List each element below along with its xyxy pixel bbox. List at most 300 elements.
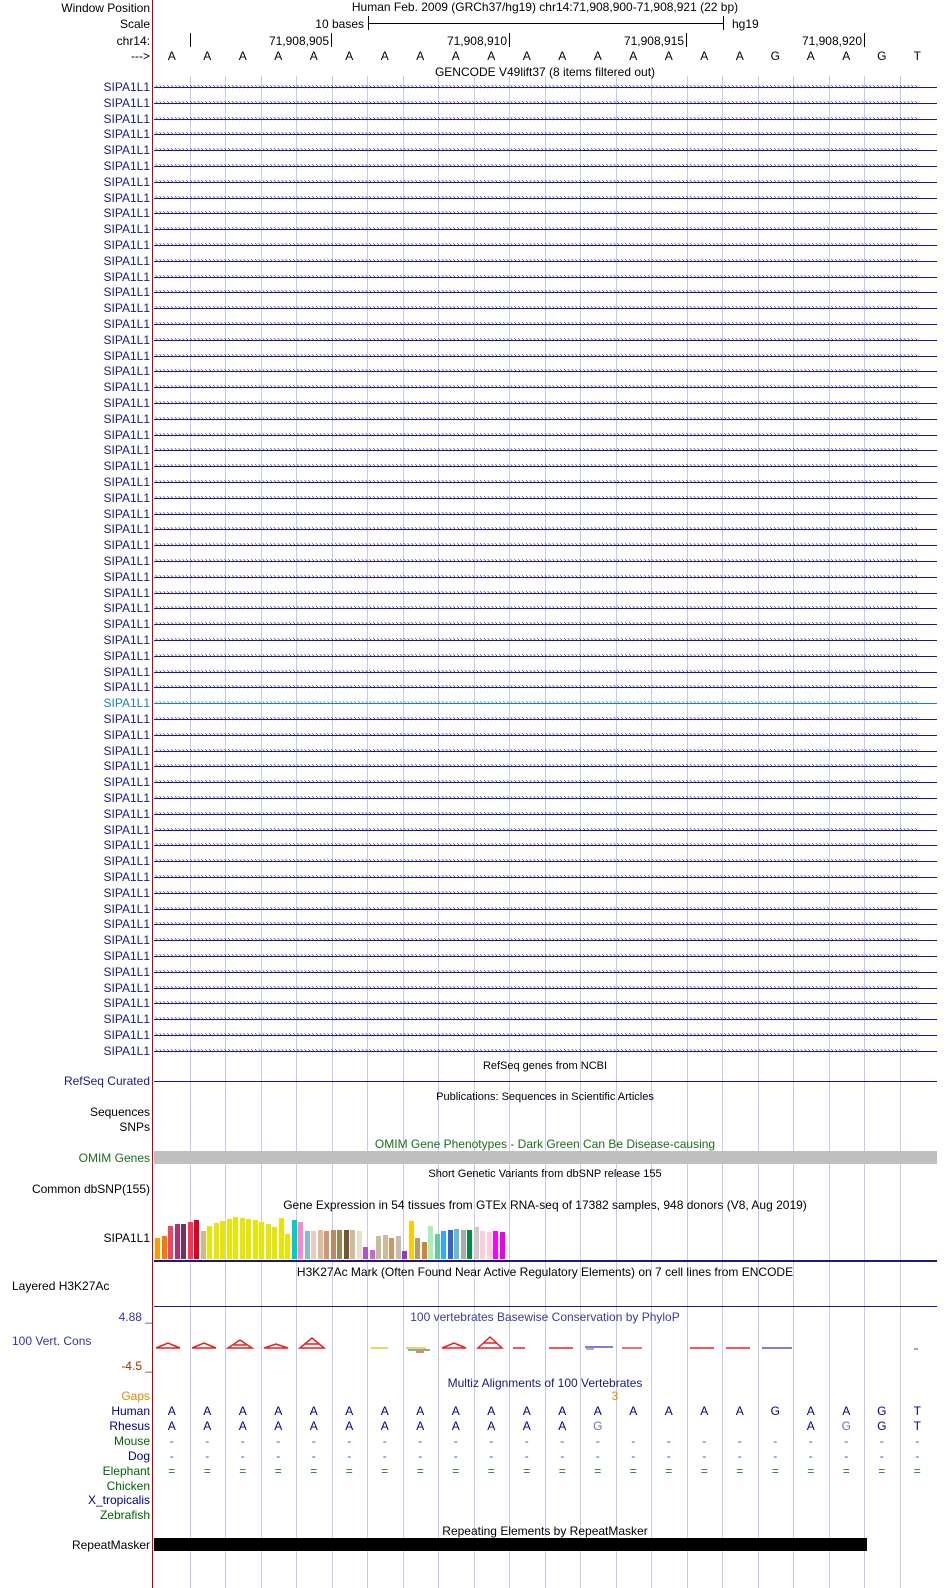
gtex-tissue-bar[interactable]	[181, 1224, 186, 1259]
gtex-tissue-bar[interactable]	[168, 1226, 173, 1259]
gencode-transcript-line[interactable]	[154, 366, 937, 376]
gtex-tissue-bar[interactable]	[253, 1220, 258, 1259]
base-letter: A	[664, 49, 673, 63]
multiz-base: -	[169, 1448, 174, 1463]
gtex-tissue-bar[interactable]	[480, 1231, 485, 1259]
gencode-transcript-label[interactable]: SIPA1L1	[103, 949, 150, 963]
strand-arrows: ››››››››››››››››››››››››››››››››››››››››››››››››››››››››››››››››››››››››››››››››››››››››››››››››››››››››››››››››››››››››››››››››››››››››››››››››››››››››››››››››››››››››››››››››››››››››››››››››››››››››	[154, 635, 918, 644]
gencode-transcript-line[interactable]	[154, 556, 937, 565]
gencode-transcript-line[interactable]	[154, 97, 937, 107]
multiz-base: =	[771, 1463, 779, 1478]
multiz-base: =	[913, 1463, 921, 1478]
gencode-transcript-label[interactable]: SIPA1L1	[103, 490, 150, 505]
multiz-base: =	[203, 1463, 211, 1478]
gencode-transcript-label[interactable]: SIPA1L1	[103, 364, 150, 379]
gaps-label: Gaps	[121, 1389, 150, 1403]
gencode-transcript-line[interactable]	[154, 271, 937, 281]
strand-arrows: ››››››››››››››››››››››››››››››››››››››››››››››››››››››››››››››››››››››››››››››››››››››››››››››››››››››››››››››››››››››››››››››››››››››››››››››››››››››››››››››››››››››››››››››››››››››››››››››››››››››››	[154, 413, 918, 423]
multiz-base: =	[736, 1463, 744, 1478]
strand-arrows: ››››››››››››››››››››››››››››››››››››››››››››››››››››››››››››››››››››››››››››››››››››››››››››››››››››››››››››››››››››››››››››››››››››››››››››››››››››››››››››››››››››››››››››››››››››››››››››››››››››››››	[154, 240, 918, 249]
gap-count: 3	[611, 1389, 619, 1403]
repeatmasker-element-bar[interactable]	[154, 1538, 867, 1551]
multiz-base: A	[593, 1404, 602, 1418]
gencode-transcript-line[interactable]	[154, 445, 937, 455]
gencode-transcript-line[interactable]	[154, 777, 937, 787]
gtex-tissue-bar[interactable]	[383, 1235, 388, 1259]
gencode-transcript-line[interactable]	[154, 413, 937, 423]
strand-arrows: ››››››››››››››››››››››››››››››››››››››››››››››››››››››››››››››››››››››››››››››››››››››››››››››››››››››››››››››››››››››››››››››››››››››››››››››››››››››››››››››››››››››››››››››››››››››››››››››››››››››››	[154, 587, 918, 597]
gtex-tissue-bar[interactable]	[311, 1231, 316, 1259]
gtex-tissue-bar[interactable]	[363, 1247, 368, 1259]
multiz-base: A	[806, 1418, 815, 1433]
gencode-transcript-line[interactable]	[154, 793, 937, 802]
gtex-tissue-bar[interactable]	[324, 1231, 329, 1259]
dbsnp-track-label[interactable]: Common dbSNP(155)	[31, 1182, 150, 1196]
gencode-transcript-label[interactable]: SIPA1L1	[103, 806, 150, 821]
gencode-transcript-line[interactable]	[154, 587, 937, 597]
gencode-transcript-label[interactable]: SIPA1L1	[103, 222, 150, 237]
gencode-transcript-label[interactable]: SIPA1L1	[103, 854, 150, 869]
multiz-base: -	[631, 1433, 636, 1448]
assembly-label: hg19	[732, 17, 759, 31]
strand-arrows: ››››››››››››››››››››››››››››››››››››››››››››››››››››››››››››››››››››››››››››››››››››››››››››››››››››››››››››››››››››››››››››››››››››››››››››››››››››››››››››››››››››››››››››››››››››››››››››››››››››››››	[154, 808, 918, 818]
gencode-transcript-line[interactable]	[154, 635, 937, 644]
gencode-transcript-label[interactable]: SIPA1L1	[103, 727, 150, 742]
gencode-transcript-label[interactable]: SIPA1L1	[103, 506, 150, 521]
gencode-transcript-line[interactable]	[154, 935, 937, 945]
gencode-transcript-line[interactable]	[154, 887, 937, 897]
gencode-transcript-label[interactable]: SIPA1L1	[103, 348, 150, 363]
multiz-base: A	[309, 1418, 318, 1433]
gencode-transcript-label[interactable]: SIPA1L1	[103, 696, 150, 711]
multiz-base: A	[522, 1404, 531, 1418]
strand-arrows: ››››››››››››››››››››››››››››››››››››››››››››››››››››››››››››››››››››››››››››››››››››››››››››››››››››››››››››››››››››››››››››››››››››››››››››››››››››››››››››››››››››››››››››››››››››››››››››››››››››››››	[154, 145, 918, 155]
multiz-base: -	[666, 1433, 671, 1448]
gencode-transcript-line[interactable]	[154, 840, 937, 850]
gencode-transcript-label[interactable]: SIPA1L1	[103, 380, 150, 395]
gtex-tissue-bar[interactable]	[233, 1217, 238, 1259]
ruler-tick-label: 71,908,905	[268, 34, 329, 48]
multiz-base: A	[238, 1418, 247, 1433]
gencode-transcript-label[interactable]: SIPA1L1	[103, 238, 150, 252]
gencode-transcript-label[interactable]: SIPA1L1	[103, 475, 150, 489]
multiz-base: =	[381, 1463, 389, 1478]
gencode-transcript-line[interactable]	[154, 508, 937, 518]
gtex-baseline	[154, 1260, 937, 1262]
gencode-transcript-line[interactable]	[154, 698, 937, 708]
gtex-tissue-bar[interactable]	[285, 1234, 290, 1259]
ruler-tick-mark	[509, 33, 510, 47]
gencode-transcript-line[interactable]	[154, 919, 937, 929]
multiz-species-label[interactable]: Dog	[127, 1448, 150, 1463]
multiz-base: -	[489, 1433, 494, 1448]
gtex-tissue-bar[interactable]	[402, 1251, 407, 1259]
gtex-tissue-bar[interactable]	[220, 1221, 225, 1259]
multiz-base: A	[416, 1418, 425, 1433]
gtex-tissue-bar[interactable]	[162, 1236, 167, 1259]
multiz-base: -	[879, 1448, 884, 1463]
refseq-gene-line[interactable]	[154, 1081, 937, 1082]
gtex-tissue-bar[interactable]	[448, 1230, 453, 1259]
gencode-transcript-line[interactable]	[154, 903, 937, 913]
refseq-track-title: RefSeq genes from NCBI	[482, 1060, 608, 1072]
strand-arrows: ››››››››››››››››››››››››››››››››››››››››››››››››››››››››››››››››››››››››››››››››››››››››››››››››››››››››››››››››››››››››››››››››››››››››››››››››››››››››››››››››››››››››››››››››››››››››››››››››››››››››	[154, 508, 918, 518]
gencode-transcript-line[interactable]	[154, 145, 937, 155]
gencode-transcript-label[interactable]: SIPA1L1	[103, 206, 150, 221]
gencode-transcript-label[interactable]: SIPA1L1	[103, 933, 150, 948]
gtex-tissue-bar[interactable]	[337, 1230, 342, 1259]
strand-arrows: ››››››››››››››››››››››››››››››››››››››››››››››››››››››››››››››››››››››››››››››››››››››››››››››››››››››››››››››››››››››››››››››››››››››››››››››››››››››››››››››››››››››››››››››››››››››››››››››››››››››››	[154, 872, 918, 881]
gencode-transcript-label[interactable]: SIPA1L1	[103, 332, 150, 347]
gencode-transcript-line[interactable]	[154, 240, 937, 249]
strand-arrows: ››››››››››››››››››››››››››››››››››››››››››››››››››››››››››››››››››››››››››››››››››››››››››››››››››››››››››››››››››››››››››››››››››››››››››››››››››››››››››››››››››››››››››››››››››››››››››››››››››››››››	[154, 224, 918, 234]
strand-arrows: ››››››››››››››››››››››››››››››››››››››››››››››››››››››››››››››››››››››››››››››››››››››››››››››››››››››››››››››››››››››››››››››››››››››››››››››››››››››››››››››››››››››››››››››››››››››››››››››››››››››››	[154, 477, 918, 486]
gencode-transcript-line[interactable]	[154, 224, 937, 234]
gencode-transcript-line[interactable]	[154, 540, 937, 550]
gencode-transcript-label[interactable]: SIPA1L1	[103, 190, 150, 205]
gtex-tissue-bar[interactable]	[350, 1230, 355, 1259]
gencode-transcript-label[interactable]: SIPA1L1	[103, 964, 150, 979]
gencode-transcript-line[interactable]	[154, 461, 937, 471]
gtex-tissue-bar[interactable]	[396, 1236, 401, 1259]
multiz-base: -	[560, 1433, 565, 1448]
multiz-base: =	[239, 1463, 247, 1478]
multiz-base: -	[489, 1448, 494, 1463]
strand-arrows: ››››››››››››››››››››››››››››››››››››››››››››››››››››››››››››››››››››››››››››››››››››››››››››››››››››››››››››››››››››››››››››››››››››››››››››››››››››››››››››››››››››››››››››››››››››››››››››››››››››››››	[154, 82, 918, 91]
gencode-transcript-label[interactable]: SIPA1L1	[103, 664, 150, 679]
gencode-transcript-label[interactable]: SIPA1L1	[103, 680, 150, 695]
multiz-species-label[interactable]: Mouse	[113, 1433, 150, 1448]
gtex-tissue-bar[interactable]	[305, 1231, 310, 1259]
gencode-transcript-line[interactable]	[154, 872, 937, 881]
strand-arrows: ››››››››››››››››››››››››››››››››››››››››››››››››››››››››››››››››››››››››››››››››››››››››››››››››››››››››››››››››››››››››››››››››››››››››››››››››››››››››››››››››››››››››››››››››››››››››››››››››››››››››	[154, 524, 918, 534]
strand-arrows: ››››››››››››››››››››››››››››››››››››››››››››››››››››››››››››››››››››››››››››››››››››››››››››››››››››››››››››››››››››››››››››››››››››››››››››››››››››››››››››››››››››››››››››››››››››››››››››››››››››››››	[154, 461, 918, 471]
gencode-transcript-label[interactable]: SIPA1L1	[103, 411, 150, 426]
gencode-transcript-label[interactable]: SIPA1L1	[103, 1043, 150, 1058]
strand-arrows: ››››››››››››››››››››››››››››››››››››››››››››››››››››››››››››››››››››››››››››››››››››››››››››››››››››››››››››››››››››››››››››››››››››››››››››››››››››››››››››››››››››››››››››››››››››››››››››››››››››››››	[154, 777, 918, 787]
gencode-transcript-label[interactable]: SIPA1L1	[103, 522, 150, 537]
gencode-transcript-label[interactable]: SIPA1L1	[103, 538, 150, 553]
multiz-base: -	[453, 1433, 458, 1448]
gencode-transcript-line[interactable]	[154, 856, 937, 866]
gtex-tissue-bar[interactable]	[266, 1224, 271, 1259]
gtex-tissue-bar[interactable]	[409, 1221, 414, 1259]
multiz-base: -	[276, 1448, 281, 1463]
gtex-tissue-bar[interactable]	[389, 1238, 394, 1259]
gencode-transcript-line[interactable]	[154, 429, 937, 439]
multiz-base: -	[773, 1433, 778, 1448]
gencode-transcript-label[interactable]: SIPA1L1	[103, 111, 150, 126]
gencode-transcript-label[interactable]: SIPA1L1	[103, 301, 150, 316]
gencode-transcript-line[interactable]	[154, 255, 937, 265]
gencode-transcript-line[interactable]	[154, 524, 937, 534]
gencode-transcript-label[interactable]: SIPA1L1	[103, 901, 150, 916]
strand-arrows: ››››››››››››››››››››››››››››››››››››››››››››››››››››››››››››››››››››››››››››››››››››››››››››››››››››››››››››››››››››››››››››››››››››››››››››››››››››››››››››››››››››››››››››››››››››››››››››››››››››››››	[154, 903, 918, 913]
gencode-transcript-line[interactable]	[154, 729, 937, 739]
gencode-transcript-line[interactable]	[154, 129, 937, 139]
gencode-transcript-label[interactable]: SIPA1L1	[103, 285, 150, 300]
multiz-species-label[interactable]: Rhesus	[109, 1418, 150, 1433]
gencode-transcript-label[interactable]: SIPA1L1	[103, 870, 150, 884]
gencode-transcript-line[interactable]	[154, 350, 937, 360]
multiz-base: A	[629, 1404, 638, 1418]
ruler-tick-mark	[331, 33, 332, 47]
gtex-tissue-bar[interactable]	[246, 1219, 251, 1259]
gencode-transcript-label[interactable]: SIPA1L1	[103, 1028, 150, 1042]
gencode-transcript-line[interactable]	[154, 192, 937, 202]
gencode-transcript-line[interactable]	[154, 1030, 937, 1039]
multiz-species-label[interactable]: Zebrafish	[99, 1508, 150, 1523]
phylop-wiggle-plot[interactable]	[154, 1326, 937, 1368]
gencode-transcript-label[interactable]: SIPA1L1	[103, 159, 150, 173]
gencode-transcript-label[interactable]: SIPA1L1	[103, 822, 150, 837]
strand-arrows: ››››››››››››››››››››››››››››››››››››››››››››››››››››››››››››››››››››››››››››››››››››››››››››››››››››››››››››››››››››››››››››››››››››››››››››››››››››››››››››››››››››››››››››››››››››››››››››››››››››››››	[154, 97, 918, 107]
multiz-base: =	[452, 1463, 460, 1478]
gtex-tissue-bar[interactable]	[441, 1231, 446, 1259]
strand-arrows: ››››››››››››››››››››››››››››››››››››››››››››››››››››››››››››››››››››››››››››››››››››››››››››››››››››››››››››››››››››››››››››››››››››››››››››››››››››››››››››››››››››››››››››››››››››››››››››››››››››››››	[154, 998, 918, 1008]
gencode-transcript-label[interactable]: SIPA1L1	[103, 791, 150, 805]
gencode-transcript-line[interactable]	[154, 824, 937, 834]
scale-bar-left-tick	[368, 16, 369, 30]
gencode-transcript-line[interactable]	[154, 982, 937, 992]
gencode-transcript-label[interactable]: SIPA1L1	[103, 459, 150, 474]
gtex-tissue-bar[interactable]	[461, 1230, 466, 1259]
gencode-transcript-line[interactable]	[154, 1045, 937, 1055]
h3k27ac-track-title: H3K27Ac Mark (Often Found Near Active Regulatory Elements) on 7 cell lines from ENCODE	[296, 1265, 794, 1279]
multiz-base: -	[737, 1448, 742, 1463]
gencode-transcript-line[interactable]	[154, 82, 937, 91]
gtex-tissue-bar[interactable]	[474, 1227, 479, 1259]
strand-arrows: ››››››››››››››››››››››››››››››››››››››››››››››››››››››››››››››››››››››››››››››››››››››››››››››››››››››››››››››››››››››››››››››››››››››››››››››››››››››››››››››››››››››››››››››››››››››››››››››››››››››››	[154, 571, 918, 581]
gtex-tissue-bar[interactable]	[487, 1232, 492, 1259]
gtex-tissue-bar[interactable]	[207, 1226, 212, 1259]
gencode-transcript-label[interactable]: SIPA1L1	[103, 712, 150, 726]
gencode-transcript-label[interactable]: SIPA1L1	[103, 554, 150, 568]
h3k27ac-baseline	[154, 1306, 937, 1307]
gencode-transcript-line[interactable]	[154, 951, 937, 960]
gencode-transcript-label[interactable]: SIPA1L1	[103, 443, 150, 458]
multiz-base: -	[631, 1448, 636, 1463]
gencode-transcript-line[interactable]	[154, 998, 937, 1008]
gtex-tissue-bar[interactable]	[500, 1232, 505, 1259]
gtex-tissue-bar[interactable]	[493, 1231, 498, 1259]
gtex-tissue-bar[interactable]	[214, 1223, 219, 1259]
gencode-transcript-label[interactable]: SIPA1L1	[103, 617, 150, 632]
gencode-transcript-label[interactable]: SIPA1L1	[103, 80, 150, 94]
multiz-base: A	[167, 1404, 176, 1418]
gencode-transcript-label[interactable]: SIPA1L1	[103, 127, 150, 142]
gtex-tissue-bar[interactable]	[318, 1230, 323, 1259]
omim-track-label[interactable]: OMIM Genes	[78, 1151, 150, 1165]
gtex-tissue-bar[interactable]	[454, 1229, 459, 1259]
gtex-tissue-bar[interactable]	[272, 1227, 277, 1259]
gencode-transcript-line[interactable]	[154, 176, 937, 186]
multiz-species-label[interactable]: Elephant	[102, 1463, 150, 1478]
multiz-base: -	[205, 1448, 210, 1463]
gencode-transcript-line[interactable]	[154, 1014, 937, 1024]
base-letter: A	[274, 49, 283, 63]
gtex-tissue-bar[interactable]	[435, 1234, 440, 1259]
multiz-base: A	[203, 1404, 212, 1418]
strand-arrows: ››››››››››››››››››››››››››››››››››››››››››››››››››››››››››››››››››››››››››››››››››››››››››››››››››››››››››››››››››››››››››››››››››››››››››››››››››››››››››››››››››››››››››››››››››››››››››››››››››››››››	[154, 666, 918, 676]
gtex-tissue-bar[interactable]	[279, 1218, 284, 1259]
gencode-transcript-label[interactable]: SIPA1L1	[103, 1012, 150, 1027]
gencode-transcript-line[interactable]	[154, 761, 937, 771]
multiz-base: G	[593, 1418, 603, 1433]
gencode-transcript-label[interactable]: SIPA1L1	[103, 317, 150, 331]
multiz-base: A	[487, 1404, 496, 1418]
multiz-base: -	[347, 1433, 352, 1448]
multiz-base: A	[309, 1404, 318, 1418]
refseq-track-label[interactable]: RefSeq Curated	[63, 1074, 150, 1088]
h3k27ac-track-label[interactable]: Layered H3K27Ac	[12, 1279, 110, 1293]
multiz-base: -	[382, 1448, 387, 1463]
gencode-transcript-line[interactable]	[154, 492, 937, 502]
gtex-tissue-bar[interactable]	[227, 1219, 232, 1259]
gencode-transcript-label[interactable]: SIPA1L1	[103, 648, 150, 663]
gencode-transcript-label[interactable]: SIPA1L1	[103, 601, 150, 616]
ruler-tick-label: 71,908,920	[801, 34, 862, 48]
gtex-tissue-bar[interactable]	[331, 1230, 336, 1259]
gencode-transcript-label[interactable]: SIPA1L1	[103, 143, 150, 158]
gencode-transcript-label[interactable]: SIPA1L1	[103, 174, 150, 189]
gencode-transcript-label[interactable]: SIPA1L1	[103, 917, 150, 932]
gencode-transcript-label[interactable]: SIPA1L1	[103, 980, 150, 995]
scale-label: Scale	[119, 17, 150, 31]
multiz-base: -	[240, 1448, 245, 1463]
strand-arrows: ››››››››››››››››››››››››››››››››››››››››››››››››››››››››››››››››››››››››››››››››››››››››››››››››››››››››››››››››››››››››››››››››››››››››››››››››››››››››››››››››››››››››››››››››››››››››››››››››››››››››	[154, 208, 918, 218]
track-label-divider	[152, 0, 153, 1588]
base-letter: A	[345, 49, 354, 63]
gtex-tissue-bar[interactable]	[428, 1226, 433, 1259]
strand-arrows: ››››››››››››››››››››››››››››››››››››››››››››››››››››››››››››››››››››››››››››››››››››››››››››››››››››››››››››››››››››››››››››››››››››››››››››››››››››››››››››››››››››››››››››››››››››››››››››››››››››››››	[154, 492, 918, 502]
gencode-transcript-line[interactable]	[154, 619, 937, 629]
gencode-transcript-line[interactable]	[154, 714, 937, 723]
gencode-transcript-line[interactable]	[154, 382, 937, 392]
omim-gene-bar[interactable]	[154, 1151, 937, 1164]
gencode-transcript-line[interactable]	[154, 398, 937, 407]
gtex-tissue-bar[interactable]	[298, 1222, 303, 1259]
gencode-transcript-line[interactable]	[154, 966, 937, 976]
base-letter: A	[203, 49, 212, 63]
multiz-species-label[interactable]: X_tropicalis	[87, 1493, 150, 1508]
multiz-base: -	[311, 1433, 316, 1448]
gencode-transcript-line[interactable]	[154, 650, 937, 660]
gencode-transcript-line[interactable]	[154, 334, 937, 344]
gtex-tissue-bar[interactable]	[376, 1236, 381, 1259]
gtex-tissue-bar[interactable]	[370, 1250, 375, 1259]
gencode-transcript-label[interactable]: SIPA1L1	[103, 743, 150, 758]
omim-track-title: OMIM Gene Phenotypes - Dark Green Can Be Disease-causing	[374, 1137, 716, 1151]
gencode-transcript-line[interactable]	[154, 208, 937, 218]
gencode-transcript-line[interactable]	[154, 113, 937, 123]
gencode-transcript-line[interactable]	[154, 319, 937, 328]
gencode-transcript-line[interactable]	[154, 603, 937, 613]
multiz-base: -	[276, 1433, 281, 1448]
gencode-transcript-label[interactable]: SIPA1L1	[103, 427, 150, 442]
gtex-tissue-bar[interactable]	[344, 1230, 349, 1259]
phylop-track-label[interactable]: 100 Vert. Cons	[12, 1334, 92, 1348]
gencode-transcript-line[interactable]	[154, 477, 937, 486]
gencode-transcript-label[interactable]: SIPA1L1	[103, 885, 150, 900]
gencode-transcript-label[interactable]: SIPA1L1	[103, 585, 150, 600]
gencode-transcript-line[interactable]	[154, 666, 937, 676]
multiz-base: =	[416, 1463, 424, 1478]
strand-arrows: ››››››››››››››››››››››››››››››››››››››››››››››››››››››››››››››››››››››››››››››››››››››››››››››››››››››››››››››››››››››››››››››››››››››››››››››››››››››››››››››››››››››››››››››››››››››››››››››››››››››››	[154, 334, 918, 344]
publications-sequences-label[interactable]: Sequences	[89, 1105, 150, 1119]
repeatmasker-track-title: Repeating Elements by RepeatMasker	[442, 1524, 648, 1538]
gencode-transcript-label[interactable]: SIPA1L1	[103, 269, 150, 284]
strand-arrows: ››››››››››››››››››››››››››››››››››››››››››››››››››››››››››››››››››››››››››››››››››››››››››››››››››››››››››››››››››››››››››››››››››››››››››››››››››››››››››››››››››››››››››››››››››››››››››››››››››››››››	[154, 824, 918, 834]
gencode-transcript-line[interactable]	[154, 745, 937, 755]
gencode-transcript-label[interactable]: SIPA1L1	[103, 569, 150, 584]
gtex-tissue-bar[interactable]	[357, 1231, 362, 1259]
gencode-transcript-label[interactable]: SIPA1L1	[103, 633, 150, 647]
multiz-species-label[interactable]: Chicken	[106, 1478, 150, 1493]
strand-arrows: ››››››››››››››››››››››››››››››››››››››››››››››››››››››››››››››››››››››››››››››››››››››››››››››››››››››››››››››››››››››››››››››››››››››››››››››››››››››››››››››››››››››››››››››››››››››››››››››››››››››››	[154, 682, 918, 692]
strand-arrows: ››››››››››››››››››››››››››››››››››››››››››››››››››››››››››››››››››››››››››››››››››››››››››››››››››››››››››››››››››››››››››››››››››››››››››››››››››››››››››››››››››››››››››››››››››››››››››››››››››››››››	[154, 398, 918, 407]
gtex-tissue-bar[interactable]	[415, 1238, 420, 1259]
base-letter: A	[416, 49, 425, 63]
gencode-transcript-line[interactable]	[154, 303, 937, 313]
gencode-transcript-label[interactable]: SIPA1L1	[103, 396, 150, 410]
multiz-base: G	[770, 1404, 780, 1418]
gencode-transcript-line[interactable]	[154, 808, 937, 818]
repeatmasker-track-label[interactable]: RepeatMasker	[71, 1538, 150, 1552]
gencode-transcript-label[interactable]: SIPA1L1	[103, 759, 150, 774]
gtex-track-label[interactable]: SIPA1L1	[103, 1231, 150, 1245]
gtex-tissue-bar[interactable]	[188, 1222, 193, 1259]
gencode-transcript-line[interactable]	[154, 287, 937, 297]
multiz-base: A	[806, 1404, 815, 1418]
multiz-base: -	[240, 1433, 245, 1448]
phylop-ymax-label: 4.88 _	[118, 1310, 152, 1324]
strand-arrows: ››››››››››››››››››››››››››››››››››››››››››››››››››››››››››››››››››››››››››››››››››››››››››››››››››››››››››››››››››››››››››››››››››››››››››››››››››››››››››››››››››››››››››››››››››››››››››››››››››››››››	[154, 714, 918, 723]
multiz-base: =	[487, 1463, 495, 1478]
gtex-tissue-bar[interactable]	[259, 1222, 264, 1259]
gtex-tissue-bar[interactable]	[467, 1230, 472, 1259]
strand-arrows: ››››››››››››››››››››››››››››››››››››››››››››››››››››››››››››››››››››››››››››››››››››››››››››››››››››››››››››››››››››››››››››››››››››››››››››››››››››››››››››››››››››››››››››››››››››››››››››››››››››››››	[154, 303, 918, 313]
gtex-tissue-bar[interactable]	[240, 1218, 245, 1259]
multiz-species-label[interactable]: Human	[111, 1404, 150, 1418]
multiz-base: A	[522, 1418, 531, 1433]
gtex-tissue-bar[interactable]	[175, 1224, 180, 1259]
gtex-tissue-bar[interactable]	[155, 1238, 160, 1259]
publications-snps-label[interactable]: SNPs	[119, 1120, 150, 1134]
strand-arrows: ››››››››››››››››››››››››››››››››››››››››››››››››››››››››››››››››››››››››››››››››››››››››››››››››››››››››››››››››››››››››››››››››››››››››››››››››››››››››››››››››››››››››››››››››››››››››››››››››››››››››	[154, 919, 918, 929]
base-letter: A	[487, 49, 496, 63]
gencode-track-title: GENCODE V49lift37 (8 items filtered out)	[434, 65, 656, 79]
multiz-base: A	[203, 1418, 212, 1433]
gencode-transcript-label[interactable]: SIPA1L1	[103, 95, 150, 110]
multiz-base: A	[558, 1418, 567, 1433]
gtex-tissue-bar[interactable]	[201, 1231, 206, 1259]
multiz-base: =	[168, 1463, 176, 1478]
gtex-tissue-bar[interactable]	[194, 1220, 199, 1259]
gencode-transcript-line[interactable]	[154, 571, 937, 581]
ruler-tick-label: 71,908,915	[623, 34, 684, 48]
gtex-tissue-bar[interactable]	[422, 1242, 427, 1259]
gtex-tissue-bar[interactable]	[292, 1220, 297, 1259]
gencode-transcript-line[interactable]	[154, 682, 937, 692]
gencode-transcript-label[interactable]: SIPA1L1	[103, 775, 150, 790]
multiz-base: A	[842, 1404, 851, 1418]
gencode-transcript-line[interactable]	[154, 161, 937, 170]
strand-arrows: ››››››››››››››››››››››››››››››››››››››››››››››››››››››››››››››››››››››››››››››››››››››››››››››››››››››››››››››››››››››››››››››››››››››››››››››››››››››››››››››››››››››››››››››››››››››››››››››››››››››››	[154, 129, 918, 139]
gencode-transcript-label[interactable]: SIPA1L1	[103, 996, 150, 1011]
gencode-transcript-label[interactable]: SIPA1L1	[103, 838, 150, 853]
gencode-transcript-label[interactable]: SIPA1L1	[103, 253, 150, 268]
